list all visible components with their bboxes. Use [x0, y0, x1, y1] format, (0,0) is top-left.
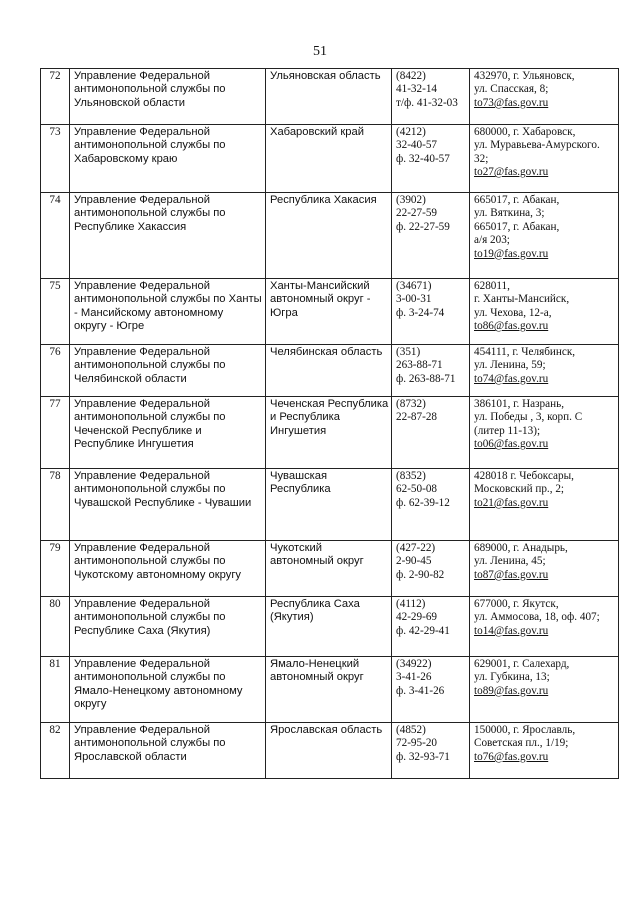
table-row [41, 723, 619, 779]
region-name-line: Ямало-Ненецкий [270, 658, 360, 670]
email-link[interactable]: to06@fas.gov.ru [474, 438, 549, 451]
postal-address-line: 454111, г. Челябинск, [474, 346, 576, 358]
email-link[interactable]: to19@fas.gov.ru [474, 247, 549, 260]
region-name-line: Чеченская Республика [270, 398, 389, 410]
postal-address-line: 628011, [474, 280, 510, 292]
email-link[interactable]: to76@fas.gov.ru [474, 750, 549, 763]
region-name [266, 193, 392, 279]
phone-numbers-line: 22-27-59 [396, 207, 438, 220]
region-name [266, 541, 392, 597]
postal-address [470, 723, 619, 779]
email-link[interactable]: to86@fas.gov.ru [474, 320, 549, 333]
region-name-line: Ингушетия [270, 424, 327, 437]
phone-numbers [392, 397, 470, 469]
postal-address [470, 69, 619, 125]
organization-name [70, 469, 266, 541]
table-row [41, 279, 619, 345]
postal-address [470, 597, 619, 657]
postal-address [470, 657, 619, 723]
phone-numbers-line: ф. 2-90-82 [396, 568, 445, 581]
phone-numbers-line: 62-50-08 [396, 483, 438, 496]
organization-name [70, 279, 266, 345]
region-name [266, 345, 392, 397]
organization-name-line: Управление Федеральной [74, 398, 210, 410]
page-number: 51 [313, 44, 327, 59]
row-number: 75 [41, 279, 70, 345]
phone-numbers-line: 2-90-45 [396, 555, 432, 568]
phone-numbers [392, 657, 470, 723]
region-name-line: Хабаровский край [270, 126, 365, 138]
phone-numbers-line: (427-22) [396, 542, 436, 554]
phone-numbers-line: (3902) [396, 194, 426, 206]
offices-table-body [41, 69, 619, 779]
organization-name-line: Управление Федеральной [74, 724, 210, 736]
table-row [41, 69, 619, 125]
table-row [41, 541, 619, 597]
phone-numbers [392, 469, 470, 541]
email-link[interactable]: to27@fas.gov.ru [474, 166, 549, 179]
table-row [41, 125, 619, 193]
organization-name-line: Управление Федеральной [74, 126, 210, 138]
region-name [266, 397, 392, 469]
organization-name-line: антимонопольной службы по [74, 483, 226, 496]
region-name [266, 469, 392, 541]
phone-numbers-line: 32-40-57 [396, 139, 438, 152]
phone-numbers-line: (4852) [396, 724, 426, 736]
table-row [41, 397, 619, 469]
email-link[interactable]: to73@fas.gov.ru [474, 96, 549, 109]
organization-name [70, 193, 266, 279]
postal-address [470, 397, 619, 469]
postal-address-line: ул. Ленина, 45; [474, 555, 546, 568]
postal-address-line: 432970, г. Ульяновск, [474, 70, 575, 82]
phone-numbers [392, 279, 470, 345]
postal-address [470, 125, 619, 193]
region-name-line: (Якутия) [270, 611, 314, 624]
phone-numbers-line: 3-00-31 [396, 293, 432, 306]
row-number: 72 [41, 69, 70, 125]
organization-name-line: Челябинской области [74, 372, 187, 385]
table-row [41, 657, 619, 723]
offices-table [40, 68, 619, 779]
phone-numbers-line: ф. 3-24-74 [396, 306, 445, 319]
region-name-line: Ханты-Мансийский [270, 280, 370, 292]
postal-address-line: ул. Победы , 3, корп. С [474, 411, 583, 424]
organization-name-line: Хабаровскому краю [74, 152, 178, 165]
postal-address-line: (литер 11-13); [474, 424, 541, 437]
organization-name-line: Республике Ингушетия [74, 438, 194, 451]
region-name [266, 279, 392, 345]
email-link[interactable]: to89@fas.gov.ru [474, 684, 549, 697]
phone-numbers [392, 69, 470, 125]
phone-numbers-line: ф. 42-29-41 [396, 624, 450, 637]
organization-name-line: антимонопольной службы по [74, 139, 226, 152]
phone-numbers [392, 597, 470, 657]
region-name [266, 657, 392, 723]
phone-numbers [392, 723, 470, 779]
phone-numbers-line: (4112) [396, 598, 426, 610]
postal-address-line: 629001, г. Салехард, [474, 658, 570, 670]
phone-numbers-line: ф. 3-41-26 [396, 684, 445, 697]
email-link[interactable]: to21@fas.gov.ru [474, 496, 549, 509]
region-name-line: Челябинская область [270, 346, 383, 358]
email-link[interactable]: to87@fas.gov.ru [474, 568, 549, 581]
phone-numbers-line: ф. 62-39-12 [396, 496, 450, 509]
phone-numbers-line: ф. 22-27-59 [396, 220, 450, 233]
organization-name-line: Управление Федеральной [74, 70, 210, 82]
phone-numbers [392, 193, 470, 279]
postal-address-line: 428018 г. Чебоксары, [474, 470, 574, 482]
postal-address-line: а/я 203; [474, 234, 510, 247]
organization-name-line: антимонопольной службы по [74, 555, 226, 568]
phone-numbers-line: (8732) [396, 398, 426, 410]
phone-numbers-line: ф. 32-93-71 [396, 750, 450, 763]
row-number: 78 [41, 469, 70, 541]
organization-name [70, 723, 266, 779]
organization-name-line: антимонопольной службы по [74, 671, 226, 684]
phone-numbers-line: ф. 263-88-71 [396, 372, 456, 385]
organization-name-line: антимонопольной службы по Ханты [74, 293, 262, 306]
region-name-line: автономный округ - [270, 293, 371, 306]
organization-name [70, 125, 266, 193]
organization-name-line: Управление Федеральной [74, 346, 210, 358]
organization-name-line: антимонопольной службы по [74, 83, 226, 96]
postal-address-line: 680000, г. Хабаровск, [474, 126, 576, 138]
phone-numbers-line: 263-88-71 [396, 359, 443, 372]
organization-name-line: Республике Хакассия [74, 220, 187, 233]
email-link[interactable]: to14@fas.gov.ru [474, 624, 549, 637]
phone-numbers-line: (34922) [396, 658, 432, 670]
postal-address-line: ул. Спасская, 8; [474, 83, 549, 96]
organization-name [70, 541, 266, 597]
organization-name-line: Ямало-Ненецкому автономному [74, 684, 243, 697]
phone-numbers-line: 3-41-26 [396, 671, 432, 684]
phone-numbers [392, 345, 470, 397]
table-row [41, 469, 619, 541]
phone-numbers-line: (34671) [396, 280, 432, 292]
row-number: 74 [41, 193, 70, 279]
region-name-line: Ульяновская область [270, 70, 381, 82]
row-number: 80 [41, 597, 70, 657]
organization-name-line: антимонопольной службы по [74, 359, 226, 372]
organization-name [70, 69, 266, 125]
region-name [266, 125, 392, 193]
phone-numbers-line: 41-32-14 [396, 83, 438, 96]
organization-name-line: антимонопольной службы по [74, 611, 226, 624]
postal-address-line: 665017, г. Абакан, [474, 220, 560, 233]
table-row [41, 345, 619, 397]
phone-numbers [392, 125, 470, 193]
postal-address [470, 541, 619, 597]
organization-name-line: антимонопольной службы по [74, 411, 226, 424]
postal-address-line: 150000, г. Ярославль, [474, 724, 576, 736]
row-number: 76 [41, 345, 70, 397]
organization-name [70, 397, 266, 469]
region-name-line: и Республика [270, 411, 340, 424]
postal-address-line: Советская пл., 1/19; [474, 737, 569, 750]
phone-numbers-line: ф. 32-40-57 [396, 152, 450, 165]
region-name-line: автономный округ [270, 555, 364, 568]
email-link[interactable]: to74@fas.gov.ru [474, 372, 549, 385]
region-name-line: Ярославская область [270, 724, 383, 736]
postal-address-line: 386101, г. Назрань, [474, 398, 564, 410]
organization-name-line: Ульяновской области [74, 96, 186, 109]
organization-name [70, 597, 266, 657]
organization-name-line: Чеченской Республике и [74, 424, 202, 437]
postal-address-line: ул. Чехова, 12-а, [474, 306, 552, 319]
postal-address [470, 345, 619, 397]
organization-name-line: Чувашской Республике - Чувашии [74, 496, 252, 509]
region-name-line: Чувашская [270, 470, 328, 482]
postal-address-line: ул. Ленина, 59; [474, 359, 546, 372]
postal-address-line: 689000, г. Анадырь, [474, 542, 568, 554]
organization-name-line: Управление Федеральной [74, 280, 210, 292]
postal-address-line: ул. Аммосова, 18, оф. 407; [474, 611, 600, 624]
organization-name-line: Управление Федеральной [74, 542, 210, 554]
postal-address-line: ул. Губкина, 13; [474, 671, 550, 684]
phone-numbers-line: (8352) [396, 470, 426, 482]
table-row [41, 597, 619, 657]
phone-numbers-line: 72-95-20 [396, 737, 438, 750]
organization-name-line: округу [74, 698, 107, 711]
organization-name [70, 345, 266, 397]
postal-address [470, 469, 619, 541]
organization-name-line: антимонопольной службы по [74, 737, 226, 750]
phone-numbers-line: (8422) [396, 70, 426, 82]
row-number: 77 [41, 397, 70, 469]
region-name-line: Республика [270, 483, 331, 496]
organization-name-line: округу - Югре [74, 320, 145, 333]
organization-name-line: Управление Федеральной [74, 194, 210, 206]
organization-name-line: Управление Федеральной [74, 598, 210, 610]
postal-address-line: ул. Вяткина, 3; [474, 207, 545, 220]
phone-numbers [392, 541, 470, 597]
region-name [266, 723, 392, 779]
phone-numbers-line: (4212) [396, 126, 426, 138]
row-number: 79 [41, 541, 70, 597]
postal-address [470, 193, 619, 279]
region-name-line: Республика Саха [270, 598, 360, 610]
region-name [266, 69, 392, 125]
row-number: 82 [41, 723, 70, 779]
phone-numbers-line: (351) [396, 346, 421, 358]
postal-address-line: 677000, г. Якутск, [474, 598, 559, 610]
postal-address-line: Московский пр., 2; [474, 483, 565, 496]
organization-name [70, 657, 266, 723]
organization-name-line: антимонопольной службы по [74, 207, 226, 220]
organization-name-line: Чукотскому автономному округу [74, 568, 242, 581]
row-number: 73 [41, 125, 70, 193]
organization-name-line: Управление Федеральной [74, 658, 210, 670]
region-name-line: автономный округ [270, 671, 364, 684]
postal-address-line: ул. Муравьева-Амурского. [474, 139, 600, 152]
organization-name-line: Управление Федеральной [74, 470, 210, 482]
postal-address-line: г. Ханты-Мансийск, [474, 293, 570, 306]
table-row [41, 193, 619, 279]
postal-address [470, 279, 619, 345]
postal-address-line: 665017, г. Абакан, [474, 194, 560, 206]
organization-name-line: Ярославской области [74, 750, 187, 763]
phone-numbers-line: 42-29-69 [396, 611, 438, 624]
organization-name-line: Республике Саха (Якутия) [74, 624, 211, 637]
region-name-line: Чукотский [270, 542, 323, 554]
row-number: 81 [41, 657, 70, 723]
region-name-line: Республика Хакасия [270, 194, 377, 206]
phone-numbers-line: т/ф. 41-32-03 [396, 96, 458, 109]
region-name-line: Югра [270, 306, 298, 319]
organization-name-line: - Мансийскому автономному [74, 306, 224, 319]
postal-address-line: 32; [474, 152, 489, 165]
region-name [266, 597, 392, 657]
phone-numbers-line: 22-87-28 [396, 411, 438, 424]
